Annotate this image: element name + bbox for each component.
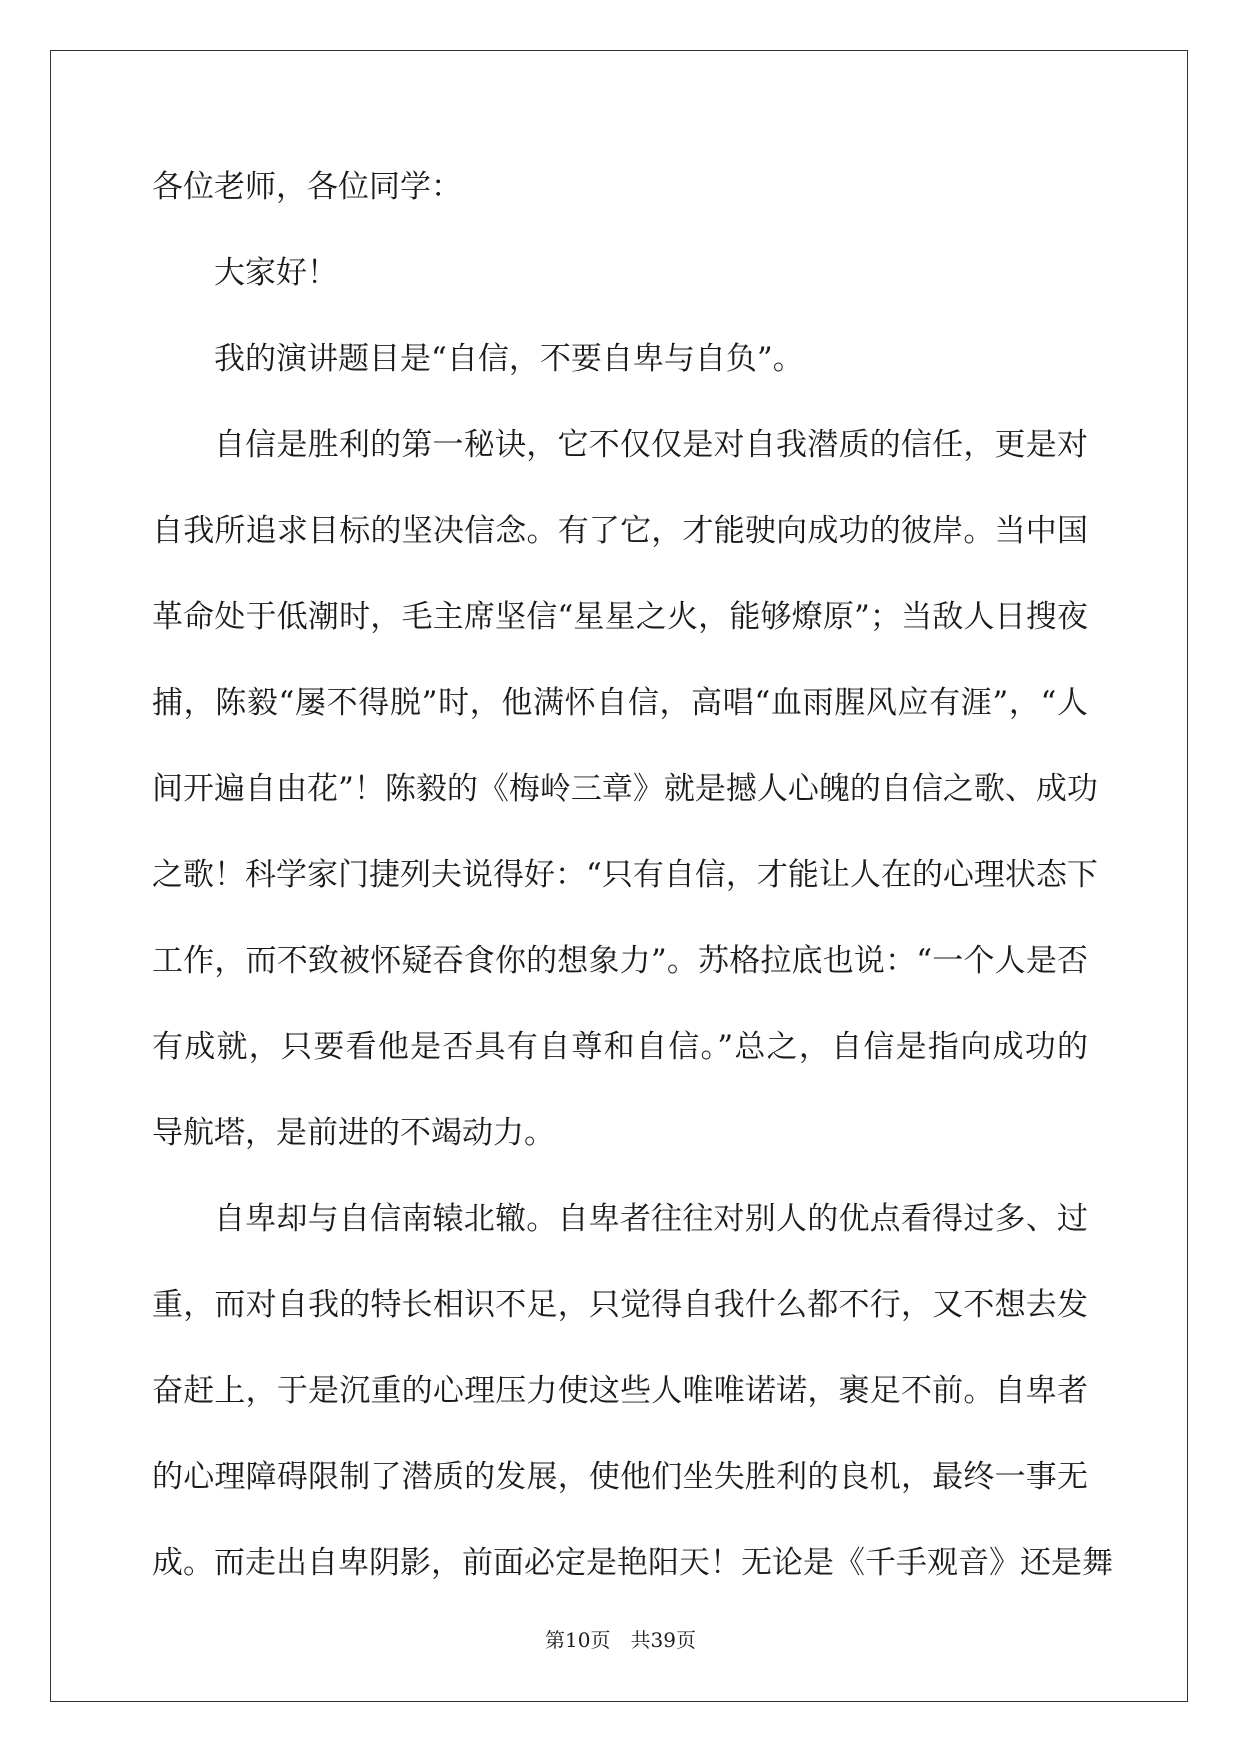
paragraph-line: 之歌！科学家门捷列夫说得好：“只有自信，才能让人在的心理状态下 — [152, 857, 1098, 893]
page-number-footer: 第10页 共39页 — [545, 1628, 696, 1652]
speech-title-line: 我的演讲题目是“自信，不要自卑与自负”。 — [214, 341, 804, 377]
paragraph-line: 自我所追求目标的坚决信念。有了它，才能驶向成功的彼岸。当中国 — [152, 513, 1088, 549]
salutation: 各位老师，各位同学： — [152, 169, 462, 205]
paragraph-line: 奋赶上，于是沉重的心理压力使这些人唯唯诺诺，裹足不前。自卑者 — [152, 1373, 1088, 1409]
paragraph-line: 成。而走出自卑阴影，前面必定是艳阳天！无论是《千手观音》还是舞 — [152, 1545, 1113, 1581]
paragraph-line: 重，而对自我的特长相识不足，只觉得自我什么都不行，又不想去发 — [152, 1287, 1088, 1323]
paragraph-line: 捕，陈毅“屡不得脱”时，他满怀自信，高唱“血雨腥风应有涯”，“人 — [152, 685, 1088, 721]
document-body — [152, 160, 1113, 1622]
greeting: 大家好！ — [214, 255, 338, 291]
paragraph-line: 自卑却与自信南辕北辙。自卑者往往对别人的优点看得过多、过 — [214, 1201, 1088, 1237]
paragraph-line: 革命处于低潮时，毛主席坚信“星星之火，能够燎原”；当敌人日搜夜 — [152, 599, 1088, 635]
paragraph-line: 间开遍自由花”！陈毅的《梅岭三章》就是撼人心魄的自信之歌、成功 — [152, 771, 1098, 807]
paragraph-line: 的心理障碍限制了潜质的发展，使他们坐失胜利的良机，最终一事无 — [152, 1459, 1088, 1495]
paragraph-line: 自信是胜利的第一秘诀，它不仅仅是对自我潜质的信任，更是对 — [214, 427, 1088, 463]
paragraph-line: 有成就，只要看他是否具有自尊和自信。”总之，自信是指向成功的 — [152, 1029, 1088, 1065]
paragraph-line: 导航塔，是前进的不竭动力。 — [152, 1115, 555, 1151]
paragraph-line: 工作，而不致被怀疑吞食你的想象力”。苏格拉底也说：“一个人是否 — [152, 943, 1088, 979]
